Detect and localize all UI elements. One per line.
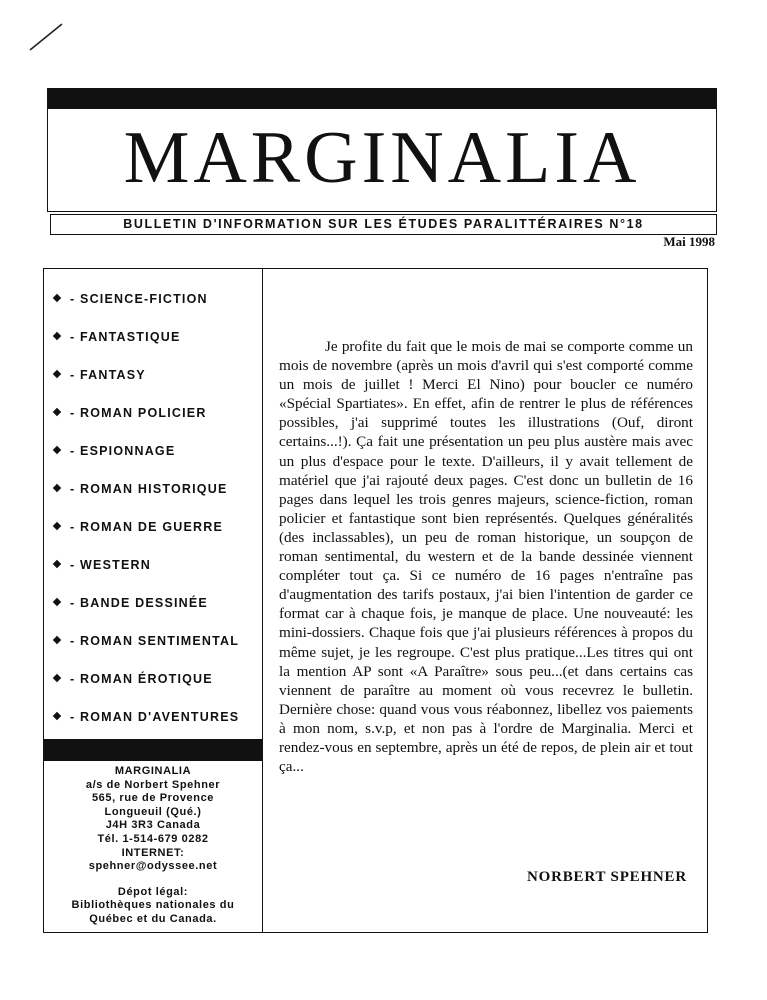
genre-item (54, 555, 259, 593)
spacer (44, 874, 262, 886)
genre-label: - ROMAN HISTORIQUE (70, 482, 228, 496)
masthead-black-bar (48, 89, 716, 109)
diamond-bullet-icon (53, 408, 61, 416)
diamond-bullet-icon (53, 560, 61, 568)
genre-item (54, 365, 259, 403)
masthead (47, 88, 717, 212)
legal-line: Québec et du Canada. (89, 912, 217, 925)
genre-item (54, 403, 259, 441)
internet-label: INTERNET: (121, 846, 185, 859)
address-line: 565, rue de Provence (91, 792, 215, 805)
diamond-bullet-icon (53, 332, 61, 340)
diamond-bullet-icon (53, 446, 61, 454)
genre-label: - ROMAN POLICIER (70, 406, 207, 420)
genre-label: - WESTERN (70, 558, 151, 572)
genre-label: - ROMAN DE GUERRE (70, 520, 224, 534)
legal-line: Bibliothèques nationales du (71, 899, 235, 912)
phone-line: Tél. 1-514-679 0282 (97, 832, 209, 845)
author-signature: NORBERT SPEHNER (527, 869, 687, 885)
genre-label: - FANTASTIQUE (70, 330, 181, 344)
genre-item (54, 289, 259, 327)
diamond-bullet-icon (53, 636, 61, 644)
legal-line: Dépot légal: (117, 885, 189, 898)
diamond-bullet-icon (53, 294, 61, 302)
genre-label: - SCIENCE-FICTION (70, 292, 208, 306)
address-line: J4H 3R3 Canada (105, 819, 201, 832)
contact-address (44, 765, 262, 927)
bulletin-subtitle: BULLETIN D'INFORMATION SUR LES ÉTUDES PARALITTÉRAIRES N°18 (50, 214, 717, 235)
genre-item (54, 593, 259, 631)
genre-item (54, 669, 259, 707)
diamond-bullet-icon (53, 712, 61, 720)
diamond-bullet-icon (53, 522, 61, 530)
diamond-bullet-icon (53, 484, 61, 492)
genre-label: - ESPIONNAGE (70, 444, 176, 458)
genre-item (54, 327, 259, 365)
content-frame (43, 268, 708, 933)
genre-label: - FANTASY (70, 368, 146, 382)
genre-list (54, 289, 259, 745)
editorial-paragraph: Je profite du fait que le mois de mai se comporte comme un mois de novembre (après un mois d'avril qui s'est comporté comme un mois de juillet ! Merci El Nino) pour boucler ce numéro «Spécial Spartiates». En effet, afin de rentrer le plus de références possibles, j'ai supprimé toutes les illustrations (Ouf, diront certains...!). Ça fait une présentation un peu plus austère mais avec un plus d'espace pour le texte. D'ailleurs, il y avait tellement de matériel que j'ai rajouté deux pages. C'est donc un bulletin de 16 pages dans lequel les trois genres majeurs, science-fiction, roman policier et fantastique sont bien représentés. Quelques généralités (des inclassables), un peu de roman historique, un soupçon de roman sentimental, du western et de la bande dessinée viennent compléter tout ça. Si ce numéro de 16 pages n'entraîne pas d'augmentation des tarifs postaux, j'ai bien l'intention de garder ce format car à chaque fois, je manque de place. Une nouveauté: les mini-dossiers. Chaque fois que j'ai plusieurs références à propos du même sujet, je les regroupe. C'est plus pratique...Les titres qui ont la mention AP sont «A Paraître» sous peu...(et dans certains cas viennent de paraître au moment où vous recevrez le bulletin. Dernière chose: quand vous vous réabonnez, libellez vos paiements à mon nom, s.v.p, et non pas à l'ordre de Marginalia. Merci et rendez-vous en septembre, après un été de repos, de plein air et tout ça... (279, 338, 693, 776)
genre-item (54, 631, 259, 669)
genre-label: - ROMAN D'AVENTURES (70, 710, 240, 724)
diamond-bullet-icon (53, 674, 61, 682)
genre-label: - BANDE DESSINÉE (70, 596, 208, 610)
genre-label: - ROMAN ÉROTIQUE (70, 672, 213, 686)
genre-item (54, 479, 259, 517)
genre-item (54, 441, 259, 479)
diamond-bullet-icon (53, 598, 61, 606)
masthead-title: MARGINALIA (123, 117, 641, 199)
pen-stroke-mark (26, 20, 66, 54)
address-line: a/s de Norbert Spehner (85, 778, 221, 791)
genre-item (54, 517, 259, 555)
diamond-bullet-icon (53, 370, 61, 378)
address-line: Longueuil (Qué.) (104, 805, 202, 818)
sidebar-black-bar (44, 739, 262, 761)
sidebar (44, 269, 263, 932)
genre-label: - ROMAN SENTIMENTAL (70, 634, 240, 648)
editorial-text (279, 337, 693, 776)
issue-date: Mai 1998 (663, 234, 715, 249)
address-line: MARGINALIA (114, 765, 192, 777)
email-address: spehner@odyssee.net (88, 860, 218, 873)
